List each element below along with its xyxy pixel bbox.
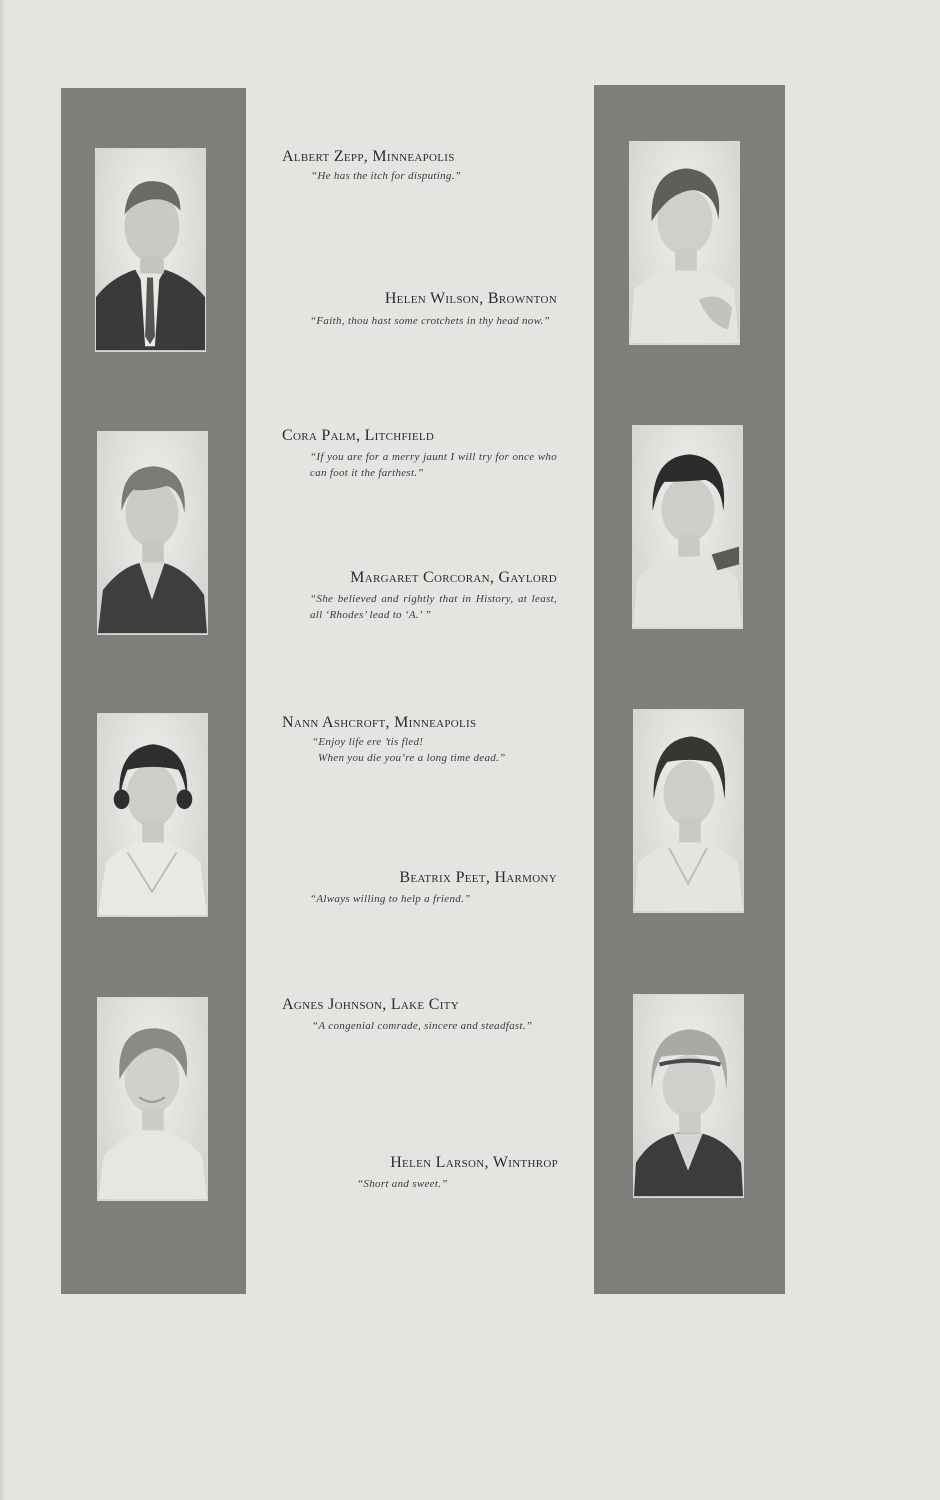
student-name: Helen Wilson: [384, 290, 480, 307]
page-edge: [0, 0, 6, 1500]
portrait-beatrix-peet: [633, 709, 744, 913]
hometown: Minneapolis: [394, 714, 477, 731]
entry-helen-larson: [340, 1154, 558, 1192]
portrait-cora-palm: [97, 431, 208, 635]
entry-name: Cora Palm, Litchfield: [282, 427, 435, 444]
hometown: Brownton: [487, 290, 557, 307]
portrait-agnes-johnson: [97, 997, 208, 1201]
student-name: Beatrix Peet: [399, 869, 486, 886]
student-name: Margaret Corcoran: [350, 569, 490, 586]
student-name: Helen Larson: [390, 1154, 485, 1171]
entry-quote: “A congenial comrade, sincere and steadfast.”: [312, 1020, 533, 1032]
entry-name: Helen Wilson, Brownton: [384, 290, 557, 307]
entry-quote-line-1: “Enjoy life ere ’tis fled!: [312, 736, 424, 748]
entry-helen-wilson: [310, 290, 557, 329]
hometown: Lake City: [390, 996, 459, 1013]
hometown: Harmony: [494, 869, 557, 886]
entry-name: Albert Zepp, Minneapolis: [282, 148, 455, 165]
entry-name: Helen Larson, Winthrop: [390, 1154, 558, 1171]
portrait-margaret-corcoran: [632, 425, 743, 629]
portrait-helen-larson: [633, 994, 744, 1198]
entry-quote: “She believed and rightly that in History, at least, all ‘Rhodes’ lead to ‘A.’ ”: [310, 593, 557, 621]
student-name: Agnes Johnson: [282, 996, 383, 1013]
entry-quote: “Faith, thou hast some crotchets in thy head now.”: [310, 315, 550, 327]
entry-margaret-corcoran: [310, 569, 557, 623]
student-name: Albert Zepp: [282, 148, 364, 165]
entry-nann-ashcroft: [282, 714, 557, 766]
student-name: Nann Ashcroft: [282, 714, 386, 731]
entry-beatrix-peet: [310, 869, 557, 907]
entry-quote-line-2: When you die you’re a long time dead.”: [318, 752, 506, 764]
entry-name: Beatrix Peet, Harmony: [399, 869, 557, 886]
entry-agnes-johnson: [282, 996, 557, 1034]
entry-name: Agnes Johnson, Lake City: [282, 996, 459, 1013]
entry-quote: “He has the itch for disputing.”: [311, 170, 462, 182]
student-name: Cora Palm: [282, 427, 356, 444]
entry-quote: “If you are for a merry jaunt I will try for once who can foot it the farthest.”: [310, 451, 557, 479]
hometown: Minneapolis: [372, 148, 455, 165]
portrait-helen-wilson: [629, 141, 740, 345]
entry-albert-zepp: [282, 148, 502, 184]
entry-quote: “Always willing to help a friend.”: [310, 893, 471, 905]
portrait-albert-zepp: [95, 148, 206, 352]
entry-name: Margaret Corcoran, Gaylord: [350, 569, 557, 586]
hometown: Gaylord: [498, 569, 557, 586]
hometown: Winthrop: [492, 1154, 558, 1171]
portrait-nann-ashcroft: [97, 713, 208, 917]
hometown: Litchfield: [364, 427, 435, 444]
entry-name: Nann Ashcroft, Minneapolis: [282, 714, 477, 731]
entry-quote: “Short and sweet.”: [357, 1178, 448, 1190]
entry-cora-palm: [282, 427, 557, 481]
